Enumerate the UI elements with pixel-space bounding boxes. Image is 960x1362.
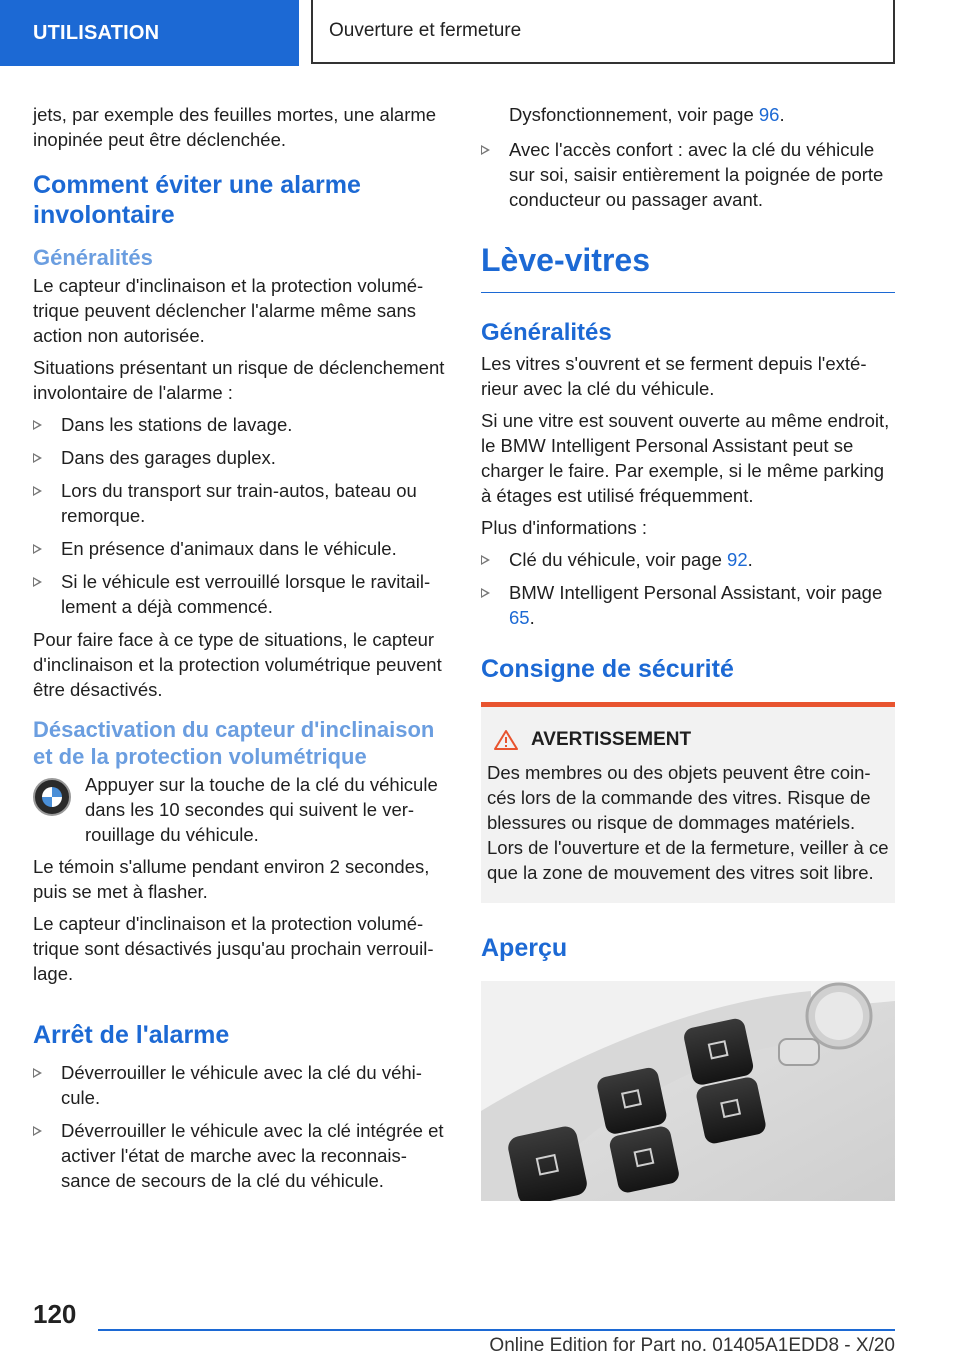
paragraph: Si une vitre est souvent ouverte au même endroit, le BMW Intelligent Personal Assistant peut se charger le faire. Par exemple, si le même parking à étages est utilisé fréquemment. [481, 410, 890, 506]
list-item-text: Dans les stations de lavage. [61, 414, 293, 435]
window-switch-photo [481, 981, 895, 1201]
paragraph: Le capteur d'inclinaison et la protection volumétrique peuvent déclencher l'alarme même sans action non autorisée. [33, 275, 424, 346]
stop-alarm-list [33, 1060, 446, 1193]
list-item [481, 137, 895, 212]
bullet-triangle-icon [33, 1068, 42, 1078]
list-item [33, 1118, 446, 1193]
list-item-text: Clé du véhicule, voir page [509, 549, 728, 570]
page-number: 120 [33, 1299, 77, 1329]
list-item [33, 412, 446, 437]
list-item [33, 569, 446, 619]
paragraph: Les vitres s'ouvrent et se ferment depuis l'extérieur avec la clé du véhicule. [481, 353, 867, 399]
list-item [33, 445, 446, 470]
list-item-text: Lors du transport sur train-autos, bateau ou remorque. [61, 480, 417, 526]
paragraph: Pour faire face à ce type de situations, le capteur d'inclinaison et la protection volumétrique peuvent être désactivés. [33, 629, 442, 700]
continued-list [481, 102, 895, 212]
warning-title [487, 727, 889, 752]
footer-divider [98, 1329, 895, 1331]
bullet-triangle-icon [481, 555, 490, 565]
edition-text: Online Edition for Part no. 01405A1EDD8 - X/20 [489, 1335, 895, 1356]
list-item: Clé du véhicule, voir page 92. [481, 547, 895, 572]
bullet-triangle-icon [33, 544, 42, 554]
list-item-text: Si le véhicule est verrouillé lorsque le ravitaillement a déjà commencé. [61, 571, 431, 617]
warning-box [481, 702, 895, 903]
more-info-list [481, 547, 895, 630]
chapter-header: Ouverture et fermeture [311, 0, 895, 64]
section-header: UTILISATION [0, 0, 299, 66]
bullet-triangle-icon [33, 577, 42, 587]
bullet-triangle-icon [33, 420, 42, 430]
paragraph: Situations présentant un risque de déclenchement involontaire de l'alarme : [33, 357, 445, 403]
page-link-65[interactable]: 65 [509, 607, 530, 628]
list-item-text: Avec l'accès confort : avec la clé du véhicule sur soi, saisir entièrement la poignée de porte conducteur ou passager avant. [509, 139, 884, 210]
heading-windows: Lève-vitres [481, 242, 895, 293]
list-item-text: BMW Intelligent Personal Assistant, voir page [509, 582, 883, 603]
key-button-paragraph [33, 772, 446, 847]
right-column [481, 102, 895, 1201]
left-column [33, 102, 446, 1201]
intro-paragraph: jets, par exemple des feuilles mortes, une alarme inopinée peut être déclenchée. [33, 104, 437, 150]
list-item [33, 1060, 446, 1110]
bmw-logo-key-icon [33, 778, 71, 816]
page-link-92[interactable]: 92 [727, 549, 748, 570]
heading-overview: Aperçu [481, 934, 568, 962]
heading-general: Généralités [33, 245, 153, 270]
heading-deactivation: Désactivation du capteur d'inclinaison et de la protection volumétrique [33, 717, 435, 769]
page-link-96[interactable]: 96 [758, 104, 780, 125]
bullet-triangle-icon [481, 145, 490, 155]
heading-general-windows: Généralités [481, 319, 612, 346]
heading-safety: Consigne de sécurité [481, 655, 734, 683]
bullet-triangle-icon [33, 453, 42, 463]
heading-avoid-alarm: Comment éviter une alarme involontaire [33, 171, 361, 229]
bullet-triangle-icon [33, 1126, 42, 1136]
list-item-text: Dans des garages duplex. [61, 447, 276, 468]
list-item-text: En présence d'animaux dans le véhicule. [61, 538, 397, 559]
list-item-text: Déverrouiller le véhicule avec la clé intégrée et activer l'état de marche avec la reconnaissance de secours de la clé du véhicule. [61, 1120, 444, 1191]
situations-list [33, 412, 446, 619]
paragraph: Le témoin s'allume pendant environ 2 secondes, puis se met à flasher. [33, 856, 430, 902]
warning-text: Des membres ou des objets peuvent être coincés lors de la commande des vitres. Risque de blessures ou risque de dommages matériels. Lors de l'ouverture et de la fermeture, veiller à ce que la zone de mouvement des vitres soit libre. [487, 762, 889, 883]
bullet-triangle-icon [33, 486, 42, 496]
list-item [33, 478, 446, 528]
heading-stop-alarm: Arrêt de l'alarme [33, 1021, 230, 1049]
list-item [33, 536, 446, 561]
paragraph: Le capteur d'inclinaison et la protection volumétrique sont désactivés jusqu'au prochain verrouillage. [33, 913, 434, 984]
warning-title-text: AVERTISSEMENT [531, 729, 692, 750]
bullet-triangle-icon [481, 588, 490, 598]
paragraph: Plus d'informations : [481, 517, 647, 538]
list-item: BMW Intelligent Personal Assistant, voir page 65. [481, 580, 895, 630]
list-item-text: Dysfonctionnement, voir page [509, 104, 759, 125]
warning-triangle-icon [493, 729, 519, 751]
key-instruction-text: Appuyer sur la touche de la clé du véhicule dans les 10 secondes qui suivent le verrouillage du véhicule. [85, 774, 438, 845]
list-item-text: Déverrouiller le véhicule avec la clé du véhicule. [61, 1062, 422, 1108]
list-item: Dysfonctionnement, voir page 96. [509, 104, 785, 125]
